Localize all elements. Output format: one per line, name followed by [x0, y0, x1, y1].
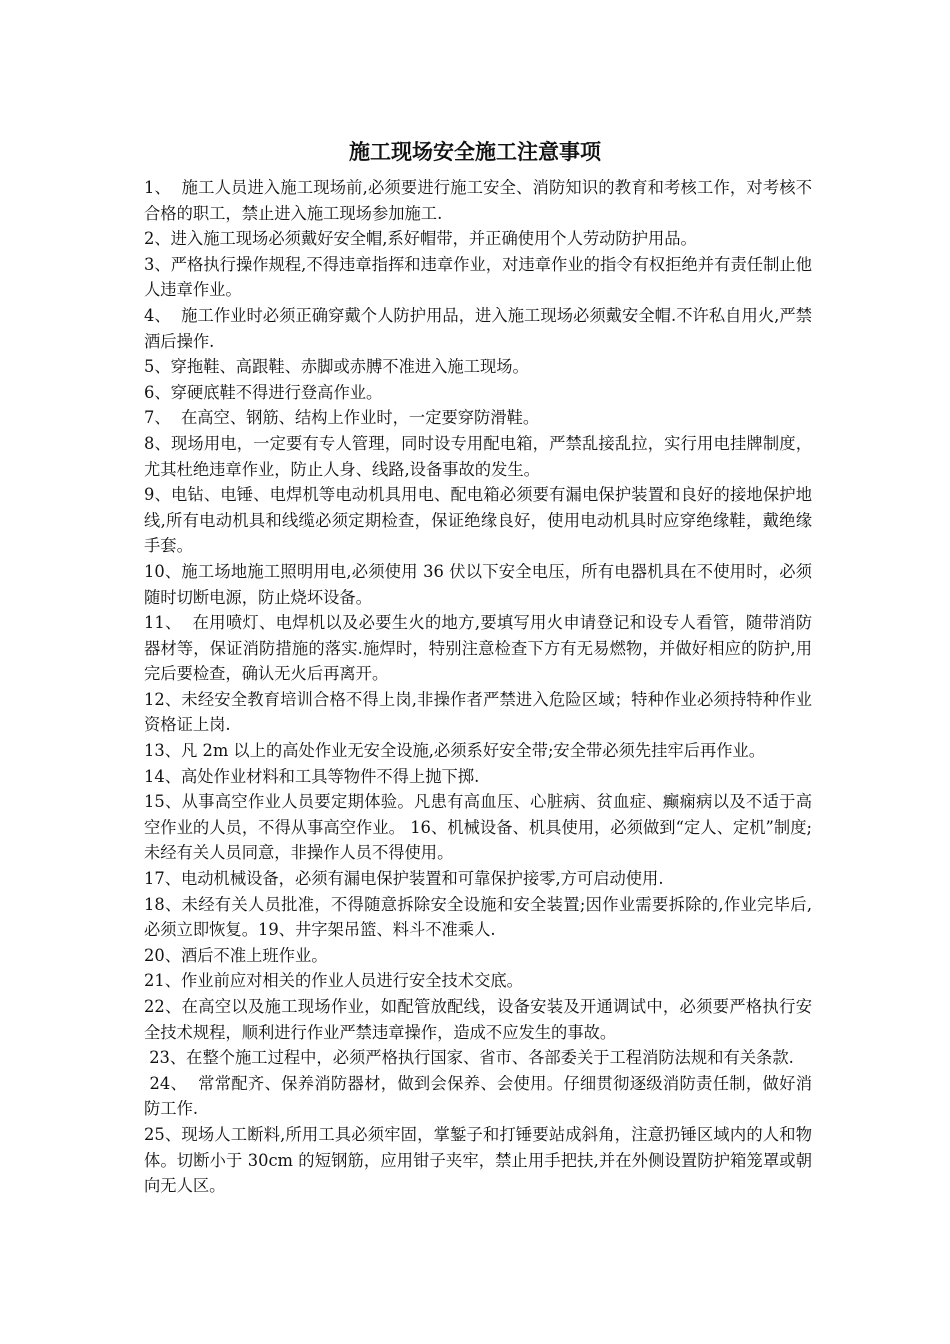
document-paragraph: 23、在整个施工过程中，必须严格执行国家、省市、各部委关于工程消防法规和有关条款. [144, 1048, 794, 1068]
document-paragraph: 6、穿硬底鞋不得进行登高作业。 [144, 382, 383, 402]
document-paragraph: 3、严格执行操作规程,不得违章指挥和违章作业，对违章作业的指令有权拒绝并有责任制止他人违章作业。 [144, 254, 812, 300]
document-paragraph: 8、现场用电，一定要有专人管理，同时设专用配电箱，严禁乱接乱拉，实行用电挂牌制度，尤其杜绝违章作业，防止人身、线路,设备事故的发生。 [144, 433, 812, 479]
document-paragraph: 24、 常常配齐、保养消防器材，做到会保养、会使用。仔细贯彻逐级消防责任制，做好消防工作. [144, 1073, 812, 1119]
document-paragraph: 22、在高空以及施工现场作业，如配管放配线，设备安装及开通调试中，必须要严格执行安全技术规程，顺利进行作业严禁违章操作，造成不应发生的事故。 [144, 997, 812, 1042]
document-body [144, 175, 812, 1199]
document-paragraph: 1、 施工人员进入施工现场前,必须要进行施工安全、消防知识的教育和考核工作，对考核不合格的职工，禁止进入施工现场参加施工. [144, 178, 812, 223]
document-paragraph: 7、 在高空、钢筋、结构上作业时，一定要穿防滑鞋。 [144, 408, 540, 428]
document-paragraph: 18、未经有关人员批准，不得随意拆除安全设施和安全装置;因作业需要拆除的,作业完毕后,必须立即恢复。19、井字架吊篮、料斗不准乘人. [144, 894, 812, 940]
document-paragraph: 17、电动机械设备，必须有漏电保护装置和可靠保护接零,方可启动使用. [144, 869, 664, 889]
document-paragraph: 14、高处作业材料和工具等物件不得上抛下掷. [144, 766, 480, 786]
document-paragraph: 13、凡 2m 以上的高处作业无安全设施,必须系好安全带;安全带必须先挂牢后再作业。 [144, 741, 766, 761]
document-paragraph: 12、未经安全教育培训合格不得上岗,非操作者严禁进入危险区域；特种作业必须持特种作业资格证上岗. [144, 689, 812, 735]
document-paragraph: 9、电钻、电锤、电焊机等电动机具用电、配电箱必须要有漏电保护装置和良好的接地保护地线,所有电动机具和线缆必须定期检查，保证绝缘良好，使用电动机具时应穿绝缘鞋，戴绝缘手套。 [144, 485, 812, 556]
document-paragraph: 11、 在用喷灯、电焊机以及必要生火的地方,要填写用火申请登记和设专人看管，随带消防器材等，保证消防措施的落实.施焊时，特别注意检查下方有无易燃物，并做好相应的防护,用完后要检查，确认无火后再离开。 [144, 613, 812, 684]
document-paragraph: 25、现场人工断料,所用工具必须牢固，掌錾子和打锤要站成斜角，注意扔锤区域内的人和物体。切断小于 30cm 的短钢筋，应用钳子夹牢，禁止用手把扶,并在外侧设置防护箱笼罩或朝向无人区。 [144, 1124, 812, 1196]
document-paragraph: 4、 施工作业时必须正确穿戴个人防护用品，进入施工现场必须戴安全帽.不许私自用火,严禁酒后操作. [144, 305, 812, 351]
document-paragraph: 15、从事高空作业人员要定期体验。凡患有高血压、心脏病、贫血症、癫痫病以及不适于高空作业的人员，不得从事高空作业。 16、机械设备、机具使用，必须做到“定人、定机”制度;未经有关人员同意，非操作人员不得使用。 [144, 792, 812, 863]
document-paragraph: 21、作业前应对相关的作业人员进行安全技术交底。 [144, 971, 523, 991]
document-paragraph: 20、酒后不准上班作业。 [144, 945, 328, 965]
document-title: 施工现场安全施工注意事项 [349, 139, 601, 164]
document-paragraph: 10、施工场地施工照明用电,必须使用 36 伏以下安全电压，所有电器机具在不使用时，必须随时切断电源，防止烧坏设备。 [144, 561, 812, 607]
document-paragraph: 2、进入施工现场必须戴好安全帽,系好帽带，并正确使用个人劳动防护用品。 [144, 229, 697, 249]
document-paragraph: 5、穿拖鞋、高跟鞋、赤脚或赤膊不准进入施工现场。 [144, 357, 529, 377]
